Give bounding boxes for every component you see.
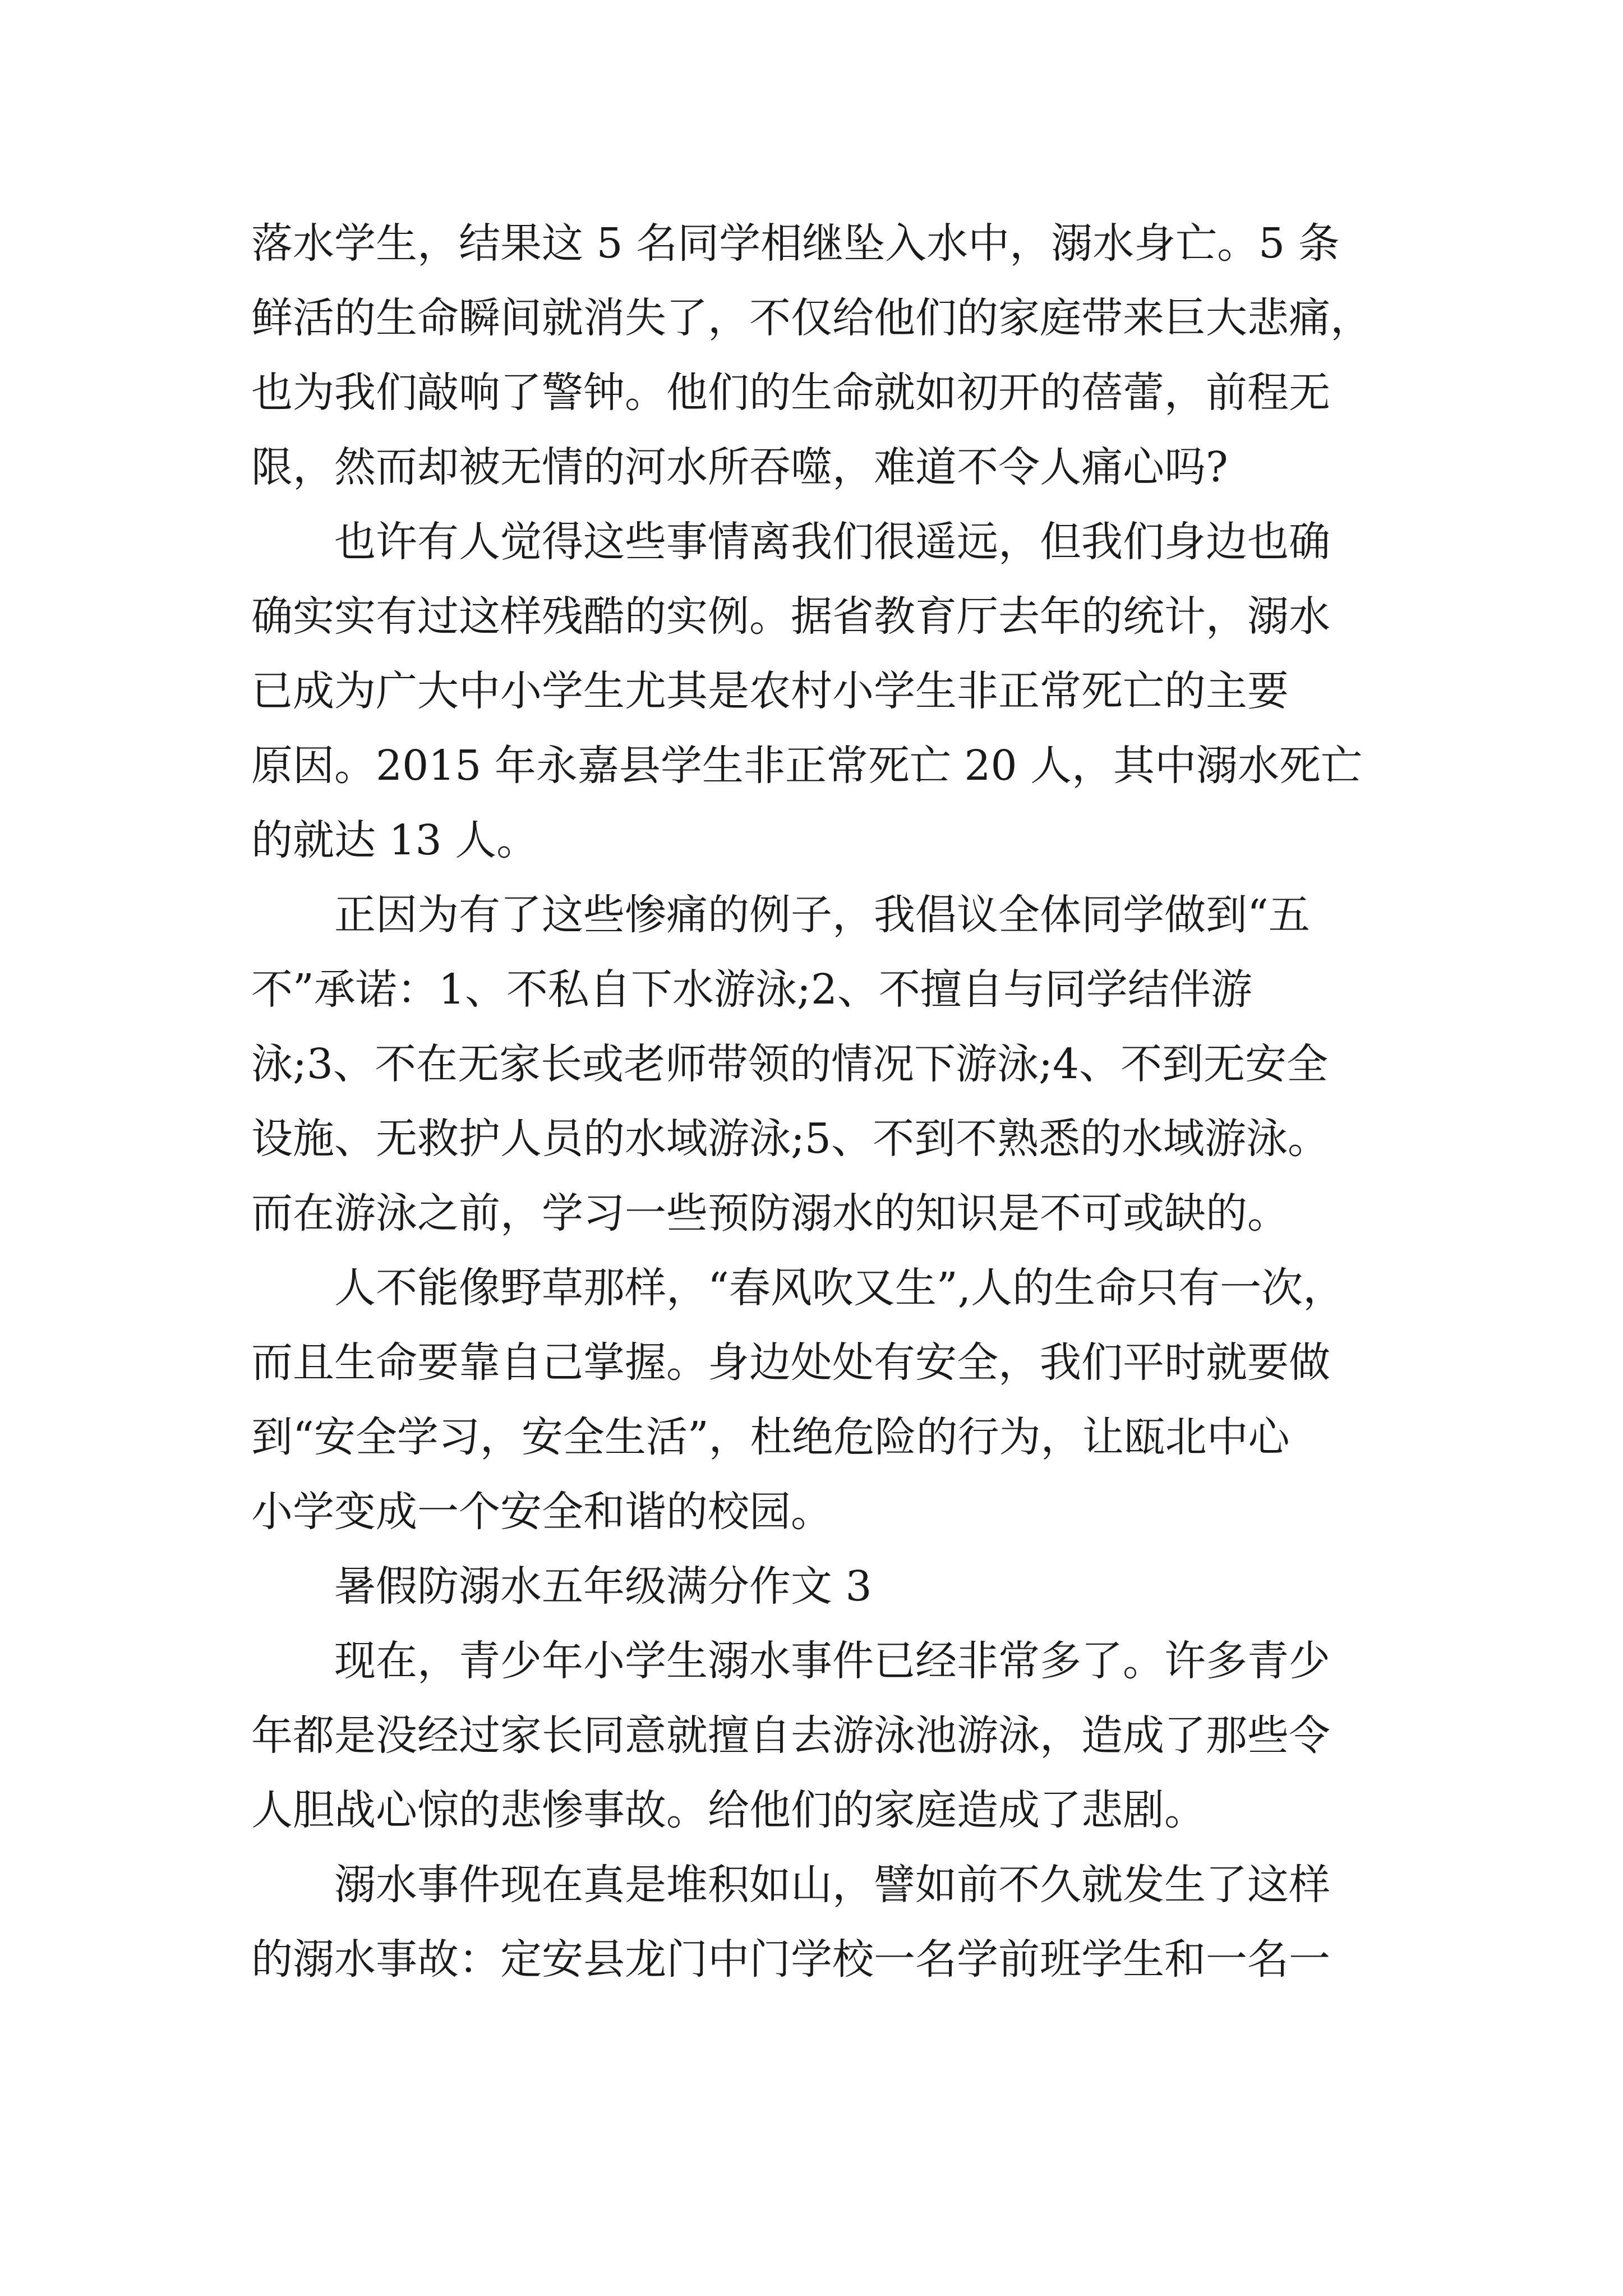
document-body: [251, 206, 1435, 1997]
heading-text: 暑假防溺水五年级满分作文 3: [334, 1562, 872, 1611]
paragraph: [251, 1624, 1435, 1848]
paragraph: [251, 1251, 1435, 1549]
text-line: 确实实有过这样残酷的实例。据省教育厅去年的统计，溺水: [251, 592, 1330, 641]
section-heading: [251, 1549, 1435, 1624]
text-line: 不”承诺：1、不私自下水游泳;2、不擅自与同学结伴游: [251, 965, 1252, 1014]
text-line: 小学变成一个安全和谐的校园。: [251, 1488, 832, 1536]
text-line: 也许有人觉得这些事情离我们很遥远，但我们身边也确: [334, 518, 1330, 566]
text-line: 现在，青少年小学生溺水事件已经非常多了。许多青少: [334, 1637, 1330, 1685]
text-line: 鲜活的生命瞬间就消失了，不仅给他们的家庭带来巨大悲痛，: [251, 294, 1372, 342]
paragraph: [251, 505, 1435, 878]
text-line: 原因。2015 年永嘉县学生非正常死亡 20 人，其中溺水死亡: [251, 742, 1363, 790]
text-line: 也为我们敲响了警钟。他们的生命就如初开的蓓蕾，前程无: [251, 369, 1330, 417]
text-line: 年都是没经过家长同意就擅自去游泳池游泳，造成了那些令: [251, 1711, 1330, 1760]
text-line: 而且生命要靠自己掌握。身边处处有安全，我们平时就要做: [251, 1338, 1330, 1387]
text-line: 人不能像野草那样，“春风吹又生”,人的生命只有一次，: [334, 1264, 1345, 1312]
paragraph: [251, 206, 1435, 505]
text-line: 设施、无救护人员的水域游泳;5、不到不熟悉的水域游泳。: [251, 1115, 1330, 1163]
text-line: 正因为有了这些惨痛的例子，我倡议全体同学做到“五: [334, 891, 1310, 939]
text-line: 的就达 13 人。: [251, 816, 538, 864]
text-line: 已成为广大中小学生尤其是农村小学生非正常死亡的主要: [251, 667, 1289, 715]
text-line: 而在游泳之前，学习一些预防溺水的知识是不可或缺的。: [251, 1189, 1289, 1237]
paragraph: [251, 1848, 1435, 1997]
text-line: 落水学生，结果这 5 名同学相继坠入水中，溺水身亡。5 条: [251, 219, 1340, 268]
text-line: 泳;3、不在无家长或老师带领的情况下游泳;4、不到无安全: [251, 1040, 1329, 1088]
text-line: 限，然而却被无情的河水所吞噬，难道不令人痛心吗?: [251, 443, 1228, 491]
paragraph: [251, 878, 1435, 1251]
text-line: 人胆战心惊的悲惨事故。给他们的家庭造成了悲剧。: [251, 1786, 1206, 1834]
text-line: 的溺水事故：定安县龙门中门学校一名学前班学生和一名一: [251, 1935, 1330, 1984]
text-line: 到“安全学习，安全生活”，杜绝危险的行为，让瓯北中心: [251, 1413, 1290, 1461]
text-line: 溺水事件现在真是堆积如山，譬如前不久就发生了这样: [334, 1861, 1330, 1909]
